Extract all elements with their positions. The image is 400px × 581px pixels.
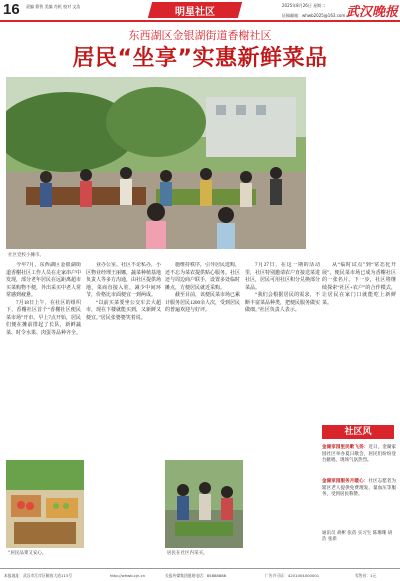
footer-web: http://whwb.cjn.cn [110,573,146,578]
footer [0,568,400,581]
briefs-title: 社区风 [344,427,372,437]
paragraph: “以前买菜要坐公交车去大超市，现在下楼就能买到，又新鲜又便宜。”居民张婆婆笑着说。 [86,300,161,321]
byline: 通讯员 胡彬 张蓓 实习生 陈珊珊 胡 浩 张新 [322,531,393,542]
main-photo [6,77,306,249]
article-column-3 [165,262,240,452]
brief-text: 社区志愿者为辖区老人提供免费理发、量血压等服务，受到居民称赞。 [322,478,397,496]
article-column-4 [245,262,320,452]
paragraph: 7月18日上午，在社区的组织下，香榭社区首个“香榭社区便民菜市场”开市。早上7点开始，居民们便在摊前排起了长队，新鲜蔬菜、时令水果、肉蛋等品种齐全。 [6,300,81,336]
footer-price: 零售价：1元 [355,573,377,578]
brief-title: 金湖家园服务月暖心： [322,478,369,483]
article-subtitle: 东西湖区金银湖街道香榭社区 [128,29,272,42]
brief-text: 近日，金湖家园社区举办夏日歌会，居民们纷纷登台献唱，现场气氛热烈。 [322,444,397,462]
page-number: 16 [3,1,20,18]
masthead [0,0,400,22]
footer-phone: 长报传媒集团值班电话：85888888 [165,573,227,578]
market-scene-image [6,77,306,249]
secondary-photo-2 [165,460,243,548]
article-column-2 [86,262,161,452]
secondary-photo-1 [6,460,84,548]
article-column-5 [322,262,396,382]
paragraph: 今年7月，东西湖区金银湖街道香榭社区工作人员在走家串户中发现，部分老年居民在远距离超市买菜购物不便，外出采买中老人常常感到疲惫。 [6,263,81,298]
editor-info: 责编 曹智 美编 肖机 校对 文浩 [26,4,81,9]
article-column-1 [6,262,81,477]
paragraph: 7月27日，在这一期的活动里，社区特别邀请农户直接送菜进社区，居民可用社区积分兑换部分菜品。 [245,263,320,291]
residents-shopping-image [165,460,243,548]
article-headline: 居民“坐享”实惠新鲜菜品 [72,46,328,71]
secondary-photo-2-caption: 居民在社区内采买。 [167,551,208,556]
section-title: 明星社区 [175,7,215,18]
briefs-header [322,425,394,439]
paragraph: 截至目前，该便民菜市场已累计服务居民1200余人次，受到居民的普遍欢迎与好评。 [165,293,240,313]
brief-item-2 [322,478,396,514]
paragraph: “我们会根据居民的需求，不断丰富菜品种类，把便民服务做实做细。”社区负责人表示。 [245,293,320,313]
footer-ads: 广告许可证：4201004000001 [265,573,320,578]
footer-address: 本报地址：武汉市江岸区解放大道113号 [4,573,72,578]
paragraph: 业办公室。社区不论私办，小区物业经理王丽娜，蔬菜种植基地负责人等多方沟通，由社区提供场地，菜商直接入驻，减少中间环节，价格比市面便宜一到两成。 [86,263,161,298]
main-photo-caption: 社区党校小摊市。 [8,253,44,258]
paragraph: 从“临时试点”到“常态化开展”，便民菜市场已成为香榭社区的一张名片。下一步，社区将继续探索“社区+农户”的合作模式，让居民在家门口就能吃上新鲜菜。 [322,263,396,306]
paper-logo: 武汉晚报 [346,5,399,20]
issue-date: 2025年8月26日 星期二 [282,3,326,8]
paragraph: 施维持秩序，引导居民选购，还不忘为菜农提供贴心服务。社区还与周边商户联手，设置多处临时摊点，方便居民就近采购。 [165,263,240,291]
brief-item-1 [322,444,396,474]
submission-email: 证稿邮箱：whwb2025@163.com [282,13,346,18]
produce-boxes-image [6,460,84,548]
brief-title: 金湖家园里民歌飞扬： [322,444,369,449]
secondary-photo-1-caption: “居民品菜又安心。 [8,551,47,556]
